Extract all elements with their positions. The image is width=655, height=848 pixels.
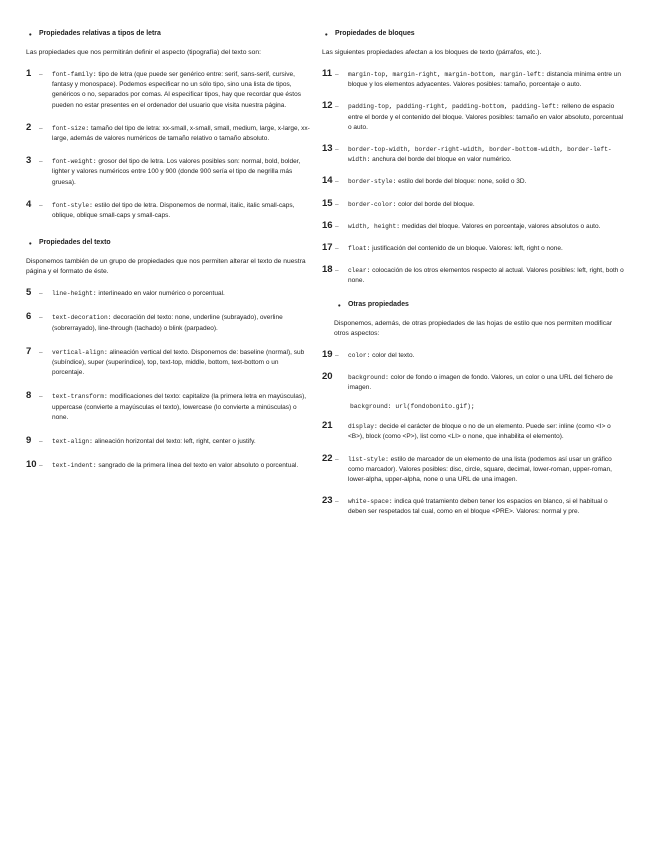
list-item (322, 348, 627, 361)
property-description: interlineado en valor numérico o porcentual. (96, 290, 225, 298)
item-number: 9 (26, 435, 32, 447)
property-description: distancia mínima entre un bloque y los elementos adyacentes. Valores posibles: tamaño, porcentaje o auto. (348, 71, 622, 89)
item-number: 15 (322, 197, 333, 209)
property-description: decoración del texto: none, underline (subrayado), overline (sobrerrayado), line-through (tachado) o blink (parpadeo). (52, 314, 283, 332)
item-number: 17 (322, 242, 333, 254)
list-item (322, 422, 627, 442)
item-number: 18 (322, 264, 333, 276)
item-dash: – (335, 178, 339, 186)
property-description: medidas del bloque. Valores en porcentaje, valores absolutos o auto. (399, 222, 601, 230)
item-dash: – (39, 290, 43, 298)
property-name: text-decoration: (52, 314, 112, 322)
item-dash: – (335, 146, 339, 154)
property-name: width, height: (348, 222, 400, 230)
property-description: sangrado de la primera línea del texto en valor absoluto o porcentual. (96, 462, 299, 470)
item-number: 3 (26, 155, 32, 167)
item-dash: – (39, 348, 43, 356)
list-item (322, 145, 627, 165)
list-item (322, 219, 627, 232)
property-description: colocación de los otros elementos respecto al actual. Valores posibles: left, right, both o none. (348, 267, 624, 285)
item-dash: – (39, 314, 43, 322)
property-name: line-height: (52, 290, 97, 298)
item-dash: – (335, 103, 339, 111)
list-item (322, 370, 627, 393)
item-number: 20 (322, 370, 333, 382)
property-name: clear: (348, 267, 371, 275)
list-item (26, 345, 311, 379)
item-number: 14 (322, 175, 333, 187)
item-number: 4 (26, 198, 32, 210)
property-description: relleno de espacio entre el borde y el contenido del bloque. Valores posibles: tamaño en valor absoluto, porcentual o auto. (348, 103, 624, 131)
property-name: display: (348, 423, 378, 431)
item-number: 6 (26, 311, 32, 323)
section-heading-block-properties: • Propiedades de bloques (335, 30, 627, 37)
property-name: padding-top, padding-right, padding-bottom, padding-left: (348, 103, 560, 111)
property-description: estilo del borde del bloque: none, solid o 3D. (396, 178, 527, 186)
item-number: 8 (26, 390, 32, 402)
property-name: list-style: (348, 455, 389, 463)
item-number: 11 (322, 68, 333, 79)
list-item (26, 313, 311, 333)
property-name: font-weight: (52, 158, 97, 166)
list-item (322, 177, 627, 187)
list-item (322, 266, 627, 286)
list-item (26, 461, 311, 471)
property-description: tamaño del tipo de letra: xx-small, x-small, small, medium, large, x-large, xx-large, además de valores numéricos de tamaño relativo o tamaño absoluto. (52, 124, 310, 143)
item-dash: – (39, 393, 43, 401)
item-dash: – (39, 158, 43, 166)
list-item (322, 197, 627, 210)
list-item (26, 70, 311, 111)
item-number: 7 (26, 345, 32, 357)
item-dash: – (39, 462, 43, 470)
property-description: color de fondo o imagen de fondo. Valores, un color o una URL del fichero de imagen. (348, 373, 613, 392)
item-number: 21 (322, 420, 333, 432)
item-dash: – (39, 201, 43, 209)
item-number: 22 (322, 452, 333, 464)
property-description: alineación horizontal del texto: left, right, center o justify. (92, 438, 256, 446)
item-dash: – (335, 267, 339, 275)
item-dash: – (335, 455, 339, 463)
item-number: 12 (322, 100, 333, 112)
property-description: justificación del contenido de un bloque. Valores: left, right o none. (370, 245, 563, 253)
property-name: font-family: (52, 71, 97, 78)
list-item (322, 102, 627, 133)
list-item (322, 497, 627, 517)
item-dash: – (335, 71, 339, 78)
property-name: font-size: (52, 124, 90, 132)
property-name: border-top-width, border-right-width, border-bottom-width, border-left-width: (348, 146, 612, 164)
property-name: float: (348, 245, 371, 253)
item-number: 23 (322, 495, 333, 507)
section-intro: Las siguientes propiedades afectan a los bloques de texto (párrafos, etc.). (322, 49, 542, 56)
item-number: 2 (26, 121, 32, 133)
property-description: alineación vertical del texto. Disponemos de: baseline (normal), sub (subíndice), super (superíndice), top, text-top, middle, bottom, text-bottom o un porcentaje. (52, 348, 305, 377)
item-number: 19 (322, 348, 333, 360)
list-item (26, 157, 311, 188)
property-name: text-indent: (52, 462, 97, 470)
item-dash: – (335, 498, 339, 506)
property-description: indica qué tratamiento deben tener los espacios en blanco, si el habitual o deben ser respetados tal cual, como en el bloque <PRE>. Valores: normal y pre. (348, 498, 608, 516)
section-heading-other-properties: • Otras propiedades (348, 301, 627, 308)
property-description: estilo de marcador de un elemento de una lista (podemos así usar un gráfico como marcador). Valores posibles: disc, circle, square, decimal, lower-roman, upper-roman, lower-alpha, upper-alpha, none o una URL de una imagen. (348, 455, 612, 484)
item-dash: – (39, 438, 43, 446)
item-dash: – (39, 71, 43, 78)
property-name: border-style: (348, 178, 397, 186)
property-description: tipo de letra (que puede ser genérico entre: serif, sans-serif, cursive, fantasy y monospace). Podemos especificar no un sólo tipo, sino una lista de tipos, genéricos o no, separados por comas. Al especificar tipos, hay que recordar que éstos pueden no estar presentes en el ordenador del usuario que visita nuestra página. (52, 71, 301, 109)
item-number: 13 (322, 143, 333, 155)
section-heading-text-properties: • Propiedades del texto (39, 239, 311, 246)
property-name: border-color: (348, 200, 397, 208)
item-dash: – (335, 245, 339, 253)
property-name: text-align: (52, 438, 93, 446)
list-item (26, 289, 311, 299)
right-column (322, 30, 627, 518)
left-column (26, 30, 311, 471)
property-name: background: (348, 373, 389, 381)
code-example: background: url(fondobonito.gif); (350, 403, 475, 411)
property-name: white-space: (348, 498, 393, 506)
property-description: anchura del borde del bloque en valor numérico. (370, 156, 512, 164)
property-description: estilo del tipo de letra. Disponemos de normal, italic, italic small-caps, oblique, oblique small-caps y small-caps. (52, 201, 295, 220)
property-name: text-transform: (52, 393, 108, 401)
list-item (26, 121, 311, 144)
item-dash: – (335, 200, 339, 208)
item-dash: – (39, 124, 43, 132)
property-name: font-style: (52, 201, 93, 209)
item-number: 5 (26, 287, 32, 299)
item-number: 1 (26, 68, 32, 79)
item-dash: – (335, 351, 339, 359)
list-item (322, 244, 627, 254)
item-number: 16 (322, 219, 333, 231)
item-dash: – (335, 222, 339, 230)
section-heading-font-properties: • Propiedades relativas a tipos de letra (39, 30, 311, 37)
list-item (322, 452, 627, 486)
property-name: vertical-align: (52, 348, 108, 356)
property-description: decide el carácter de bloque o no de un elemento. Puede ser: inline (como <I> o <B>), block (como <P>), list como <LI> o none, que inhabilita el elemento). (348, 423, 611, 441)
property-description: color del borde del bloque. (396, 200, 475, 208)
item-number: 10 (26, 459, 37, 471)
section-intro: Las propiedades que nos permitirán definir el aspecto (tipografía) del texto son: (26, 49, 261, 56)
property-description: modificaciones del texto: capitalize (la primera letra en mayúsculas), uppercase (convierte a mayúsculas el texto), lowercase (lo convierte a minúsculas) o none. (52, 393, 307, 421)
property-description: color del texto. (370, 351, 415, 359)
property-name: color: (348, 351, 371, 359)
section-intro: Disponemos también de un grupo de propiedades que nos permiten alterar el texto de nuestra página y el formato de éste. (26, 258, 306, 276)
property-name: margin-top, margin-right, margin-bottom, margin-left: (348, 71, 545, 78)
list-item (26, 198, 311, 221)
list-item (26, 392, 311, 423)
property-description: grosor del tipo de letra. Los valores posibles son: normal, bold, bolder, lighter y valores numéricos entre 100 y 900 (donde 900 sería el tipo de negrilla más gruesa). (52, 158, 301, 186)
section-intro: Disponemos, además, de otras propiedades de las hojas de estilo que nos permiten modificar otros aspectos: (334, 319, 613, 337)
list-item (26, 437, 311, 447)
list-item (322, 70, 627, 90)
